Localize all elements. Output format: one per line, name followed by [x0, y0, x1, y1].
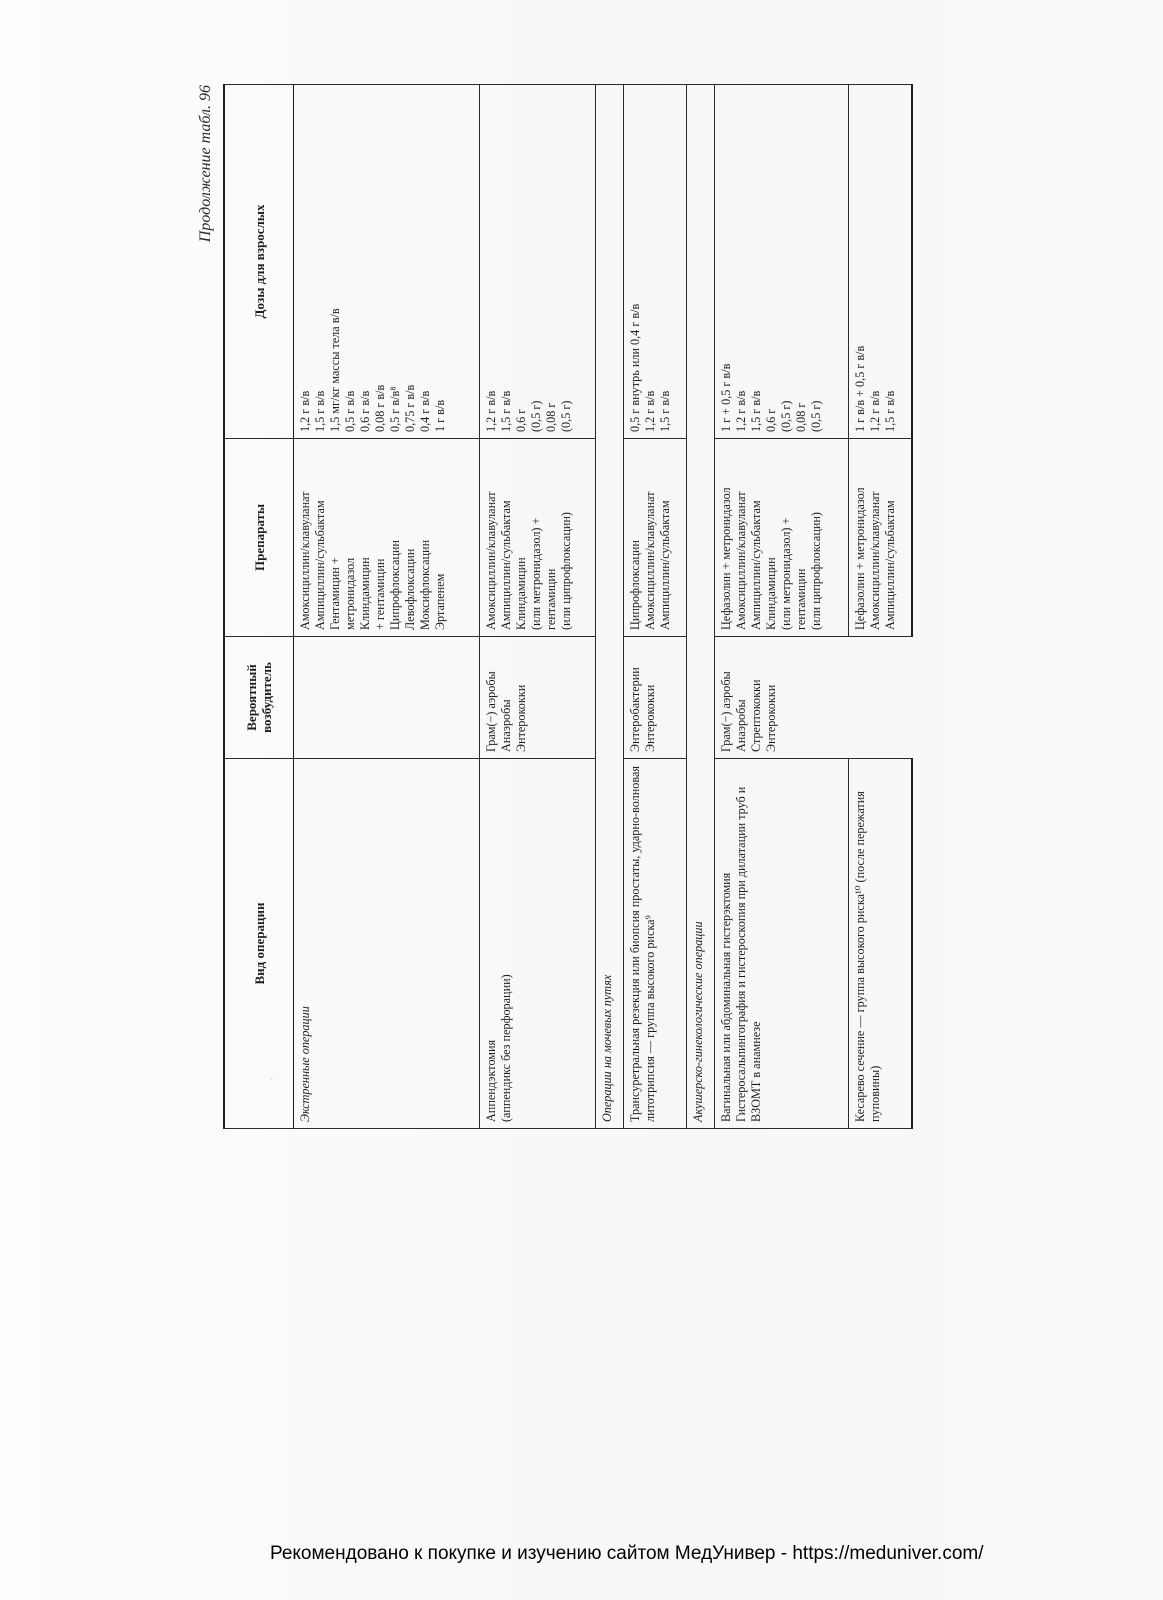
table-row	[294, 85, 480, 1129]
dose-value: (0,5 г)	[529, 400, 544, 432]
operation-cell	[480, 759, 596, 1129]
section-urinary: Операции на мочевых путях	[595, 85, 623, 1129]
dose-value: 1 г в/в	[433, 399, 447, 432]
section-row	[595, 85, 623, 1129]
dose-value: 1,2 г в/в	[484, 390, 499, 432]
dose-value: 1,5 г в/в	[313, 390, 327, 432]
dose-value: 0,6 г	[514, 408, 529, 432]
dose-value: 1,5 г в/в	[749, 390, 764, 432]
section-obstetric: Акушерско-гинекологические операции	[687, 85, 715, 1129]
operation-cell: Трансуретральная резекция или биопсия простаты, ударно-волновая литотрипсия — группа высокого риска⁹	[623, 759, 686, 1129]
table-header-row	[224, 85, 294, 1129]
drug-name: Клиндамицин	[764, 557, 779, 630]
pathogen-name: Энтерококки	[514, 684, 529, 752]
dose-value: 0,5 г внутрь или 0,4 г в/в	[627, 303, 642, 432]
doses-cell	[715, 85, 848, 439]
drug-name: Ампициллин/сульбактам	[657, 500, 672, 630]
drug-name: Клиндамицин	[358, 557, 372, 630]
drug-name: Ципрофлоксацин	[627, 540, 642, 630]
antibiotic-dose-table	[223, 84, 913, 1129]
drug-name: Гентамицин +	[328, 557, 342, 630]
dose-value: 1,5 г в/в	[882, 390, 897, 432]
dose-value: 1,2 г в/в	[734, 390, 749, 432]
doses-cell	[480, 85, 596, 439]
operation-cell	[715, 759, 848, 1129]
section-emergency: Экстренные операции	[294, 759, 480, 1129]
drug-name: Ампициллин/сульбактам	[882, 500, 897, 630]
drug-name: Моксифлоксацин	[418, 539, 432, 630]
footer-recommendation-text: Рекомендовано к покупке и изучению сайтом МедУнивер - https://meduniver.com/	[270, 1543, 984, 1564]
dose-value: 1,5 г в/в	[657, 390, 672, 432]
header-pathogen: Вероятный возбудитель	[224, 637, 294, 759]
drug-name: Амоксициллин/клавуланат	[484, 491, 499, 630]
drugs-cell	[294, 439, 480, 637]
drug-name: гентамицин	[544, 568, 559, 630]
drug-name: Ампициллин/сульбактам	[313, 500, 327, 630]
drug-name: (или метронидазол) +	[529, 517, 544, 630]
dose-value: 0,6 г в/в	[358, 390, 372, 432]
header-doses: Дозы для взрослых	[224, 85, 294, 439]
drug-name: Цефазолин + метронидазол	[719, 487, 734, 630]
dose-value: 0,5 г в/в⁸	[388, 386, 402, 432]
pathogen-name: Энтерококки	[642, 684, 657, 752]
dose-value: 1,2 г в/в	[642, 390, 657, 432]
dose-value: 1,5 г в/в	[499, 390, 514, 432]
scan-mark: ·	[270, 1075, 274, 1086]
drug-name: Амоксициллин/клавуланат	[642, 491, 657, 630]
dose-value: (0,5 г)	[779, 400, 794, 432]
drugs-cell	[623, 439, 686, 637]
doses-cell	[294, 85, 480, 439]
table-row	[848, 85, 912, 1129]
pathogen-name: Грам(−) аэробы	[484, 671, 499, 752]
header-operation: Вид операции	[224, 759, 294, 1129]
table-row	[715, 85, 848, 1129]
drug-name: Клиндамицин	[514, 557, 529, 630]
dose-value: (0,5 г)	[559, 400, 574, 432]
dose-value: (0,5 г)	[809, 400, 824, 432]
table-caption: Продолжение табл. 96	[197, 85, 214, 243]
drug-name: + гентамицин	[373, 558, 387, 630]
pathogen-name: Грам(−) аэробы	[719, 671, 734, 752]
drug-name: Эртапенем	[433, 573, 447, 630]
pathogen-cell	[294, 637, 480, 759]
dose-value: 1 г + 0,5 г в/в	[719, 363, 734, 432]
drug-name: (или ципрофлоксацин)	[809, 512, 824, 630]
header-drugs: Препараты	[224, 439, 294, 637]
drug-name: метронидазол	[343, 557, 357, 630]
drug-name: Ципрофлоксацин	[388, 540, 402, 630]
operation-name: Вагинальная или абдоминальная гистерэктомия	[719, 872, 734, 1122]
dose-value: 1,2 г в/в	[867, 390, 882, 432]
operation-cell: Кесарево сечение — группа высокого риска¹⁰ (после пережатия пуповины)	[848, 759, 912, 1129]
drug-name: (или метронидазол) +	[779, 517, 794, 630]
rotated-table-block	[195, 77, 915, 1137]
drug-name: Амоксициллин/клавуланат	[298, 491, 312, 630]
pathogen-cell	[623, 637, 686, 759]
dose-value: 1 г в/в + 0,5 г в/в	[852, 345, 867, 432]
dose-value: 1,2 г в/в	[298, 390, 312, 432]
drug-name: Цефазолин + метронидазол	[852, 487, 867, 630]
operation-name: Гистеросальпингография и гистероскопия при дилатации труб и ВЗОМТ в анамнезе	[734, 786, 764, 1122]
doses-cell	[623, 85, 686, 439]
drugs-cell	[480, 439, 596, 637]
dose-value: 0,08 г в/в	[373, 384, 387, 432]
dose-value: 0,5 г в/в	[343, 390, 357, 432]
dose-value: 0,08 г	[544, 402, 559, 432]
drugs-cell	[848, 439, 912, 637]
pathogen-cell	[715, 637, 912, 759]
dose-value: 1,5 мг/кг массы тела в/в	[328, 308, 342, 432]
drugs-cell	[715, 439, 848, 637]
doses-cell	[848, 85, 912, 439]
table-row	[480, 85, 596, 1129]
dose-value: 0,08 г	[794, 402, 809, 432]
pathogen-name: Анаэробы	[499, 699, 514, 752]
drug-name: Амоксициллин/клавуланат	[734, 491, 749, 630]
dose-value: 0,4 г в/в	[418, 390, 432, 432]
pathogen-name: Анаэробы	[734, 699, 749, 752]
drug-name: гентамицин	[794, 568, 809, 630]
drug-name: Ампициллин/сульбактам	[499, 500, 514, 630]
drug-name: Ампициллин/сульбактам	[749, 500, 764, 630]
table-row	[623, 85, 686, 1129]
pathogen-cell	[480, 637, 596, 759]
pathogen-name: Энтерококки	[764, 684, 779, 752]
operation-note: (аппендикс без перфорации)	[499, 974, 514, 1122]
drug-name: Левофлоксацин	[403, 548, 417, 630]
dose-value: 0,6 г	[764, 408, 779, 432]
drug-name: (или ципрофлоксацин)	[559, 512, 574, 630]
dose-value: 0,75 г в/в	[403, 384, 417, 432]
pathogen-name: Стрептококки	[749, 679, 764, 752]
section-row	[687, 85, 715, 1129]
operation-name: Аппендэктомия	[484, 1039, 499, 1122]
pathogen-name: Энтеробактерии	[627, 667, 642, 752]
drug-name: Амоксициллин/клавуланат	[867, 491, 882, 630]
